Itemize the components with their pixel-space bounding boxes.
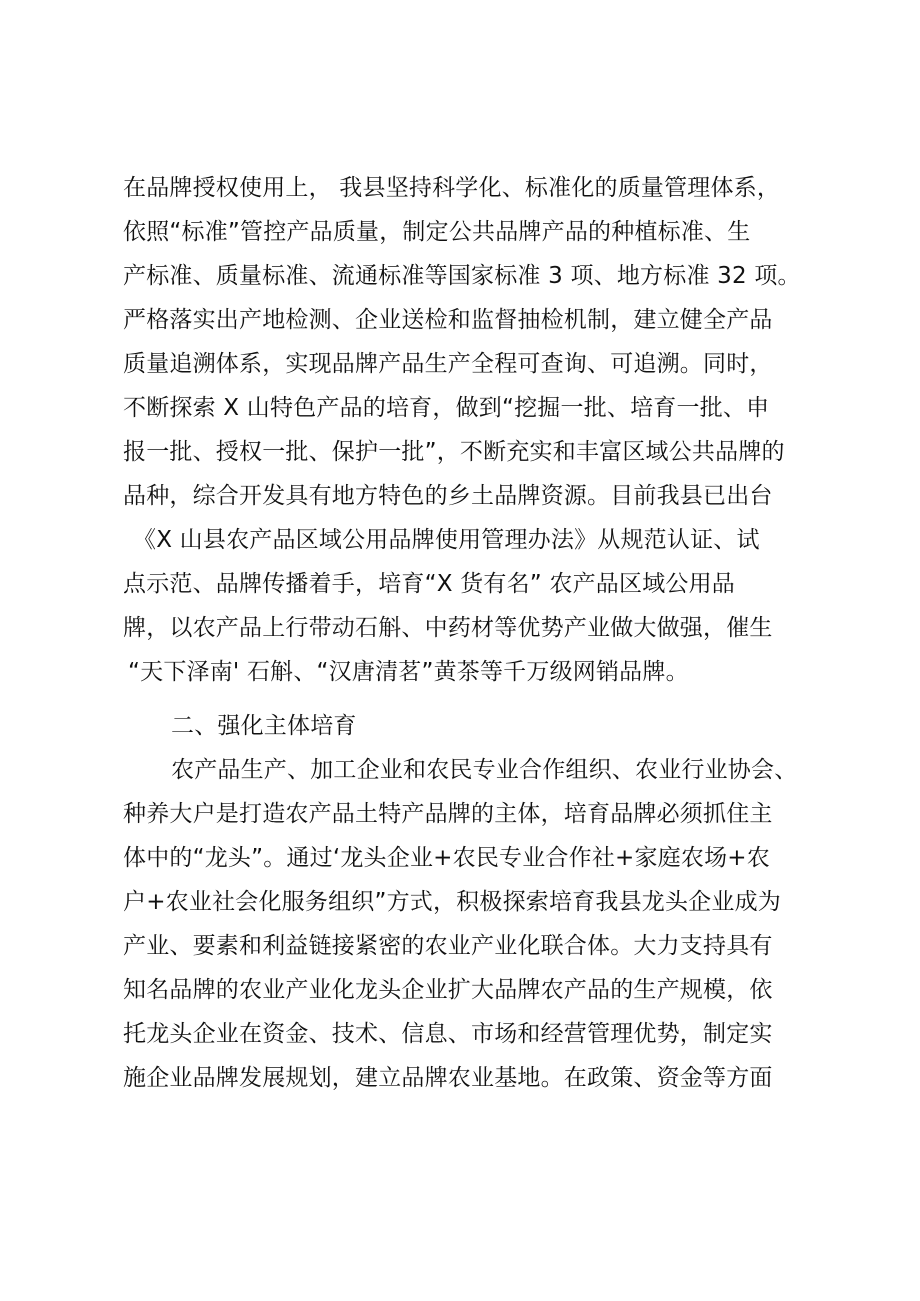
paragraph-line: 不断探索 X 山特色产品的培育，做到“挖掘一批、培育一批、申 (123, 395, 770, 421)
paragraph-line: 种养大户是打造农产品土特产品牌的主体，培育品牌必须抓住主 (123, 801, 773, 827)
paragraph-line: 点示范、品牌传播着手，培育“X 货有名” 农产品区域公用品 (123, 571, 736, 597)
paragraph-line: 质量追溯体系，实现品牌产品生产全程可查询、可追溯。同时， (123, 351, 773, 377)
paragraph-line: 依照“标准”管控产品质量，制定公共品牌产品的种植标准、生 (123, 219, 751, 245)
paragraph-line: 产标准、质量标准、流通标准等国家标准 3 项、地方标准 32 项。 (123, 263, 801, 289)
paragraph-line: 户+农业社会化服务组织”方式，积极探索培育我县龙头企业成为 (123, 889, 781, 915)
paragraph-line: 农产品生产、加工企业和农民专业合作组织、农业行业协会、 (171, 757, 798, 783)
paragraph-line: 产业、要素和利益链接紧密的农业产业化联合体。大力支持具有 (123, 933, 773, 959)
paragraph-line: 牌，以农产品上行带动石斛、中药材等优势产业做大做强，催生 (123, 615, 773, 641)
paragraph-line: 体中的“龙头”。通过‘龙头企业+农民专业合作社+家庭农场+农 (123, 845, 770, 871)
paragraph-line: 严格落实出产地检测、企业送检和监督抽检机制，建立健全产品 (123, 307, 773, 333)
paragraph-line: 品种，综合开发具有地方特色的乡土品牌资源。目前我县已出台 (123, 483, 773, 509)
paragraph-line: 《X 山县农产品区域公用品牌使用管理办法》从规范认证、试 (133, 527, 760, 553)
paragraph-line: 报一批、授权一批、保护一批”，不断充实和丰富区域公共品牌的 (123, 439, 785, 465)
paragraph-line: 知名品牌的农业产业化龙头企业扩大品牌农产品的生产规模，依 (123, 977, 773, 1003)
paragraph-line: “天下泽南' 石斛、“汉唐清茗”黄茶等千万级网销品牌。 (128, 659, 689, 685)
paragraph-line: 在品牌授权使用上， 我县坚持科学化、标准化的质量管理体系， (123, 175, 781, 201)
paragraph-line: 施企业品牌发展规划，建立品牌农业基地。在政策、资金等方面 (123, 1065, 773, 1091)
section-heading: 二、强化主体培育 (171, 713, 357, 739)
paragraph-line: 托龙头企业在资金、技术、信息、市场和经营管理优势，制定实 (123, 1021, 773, 1047)
